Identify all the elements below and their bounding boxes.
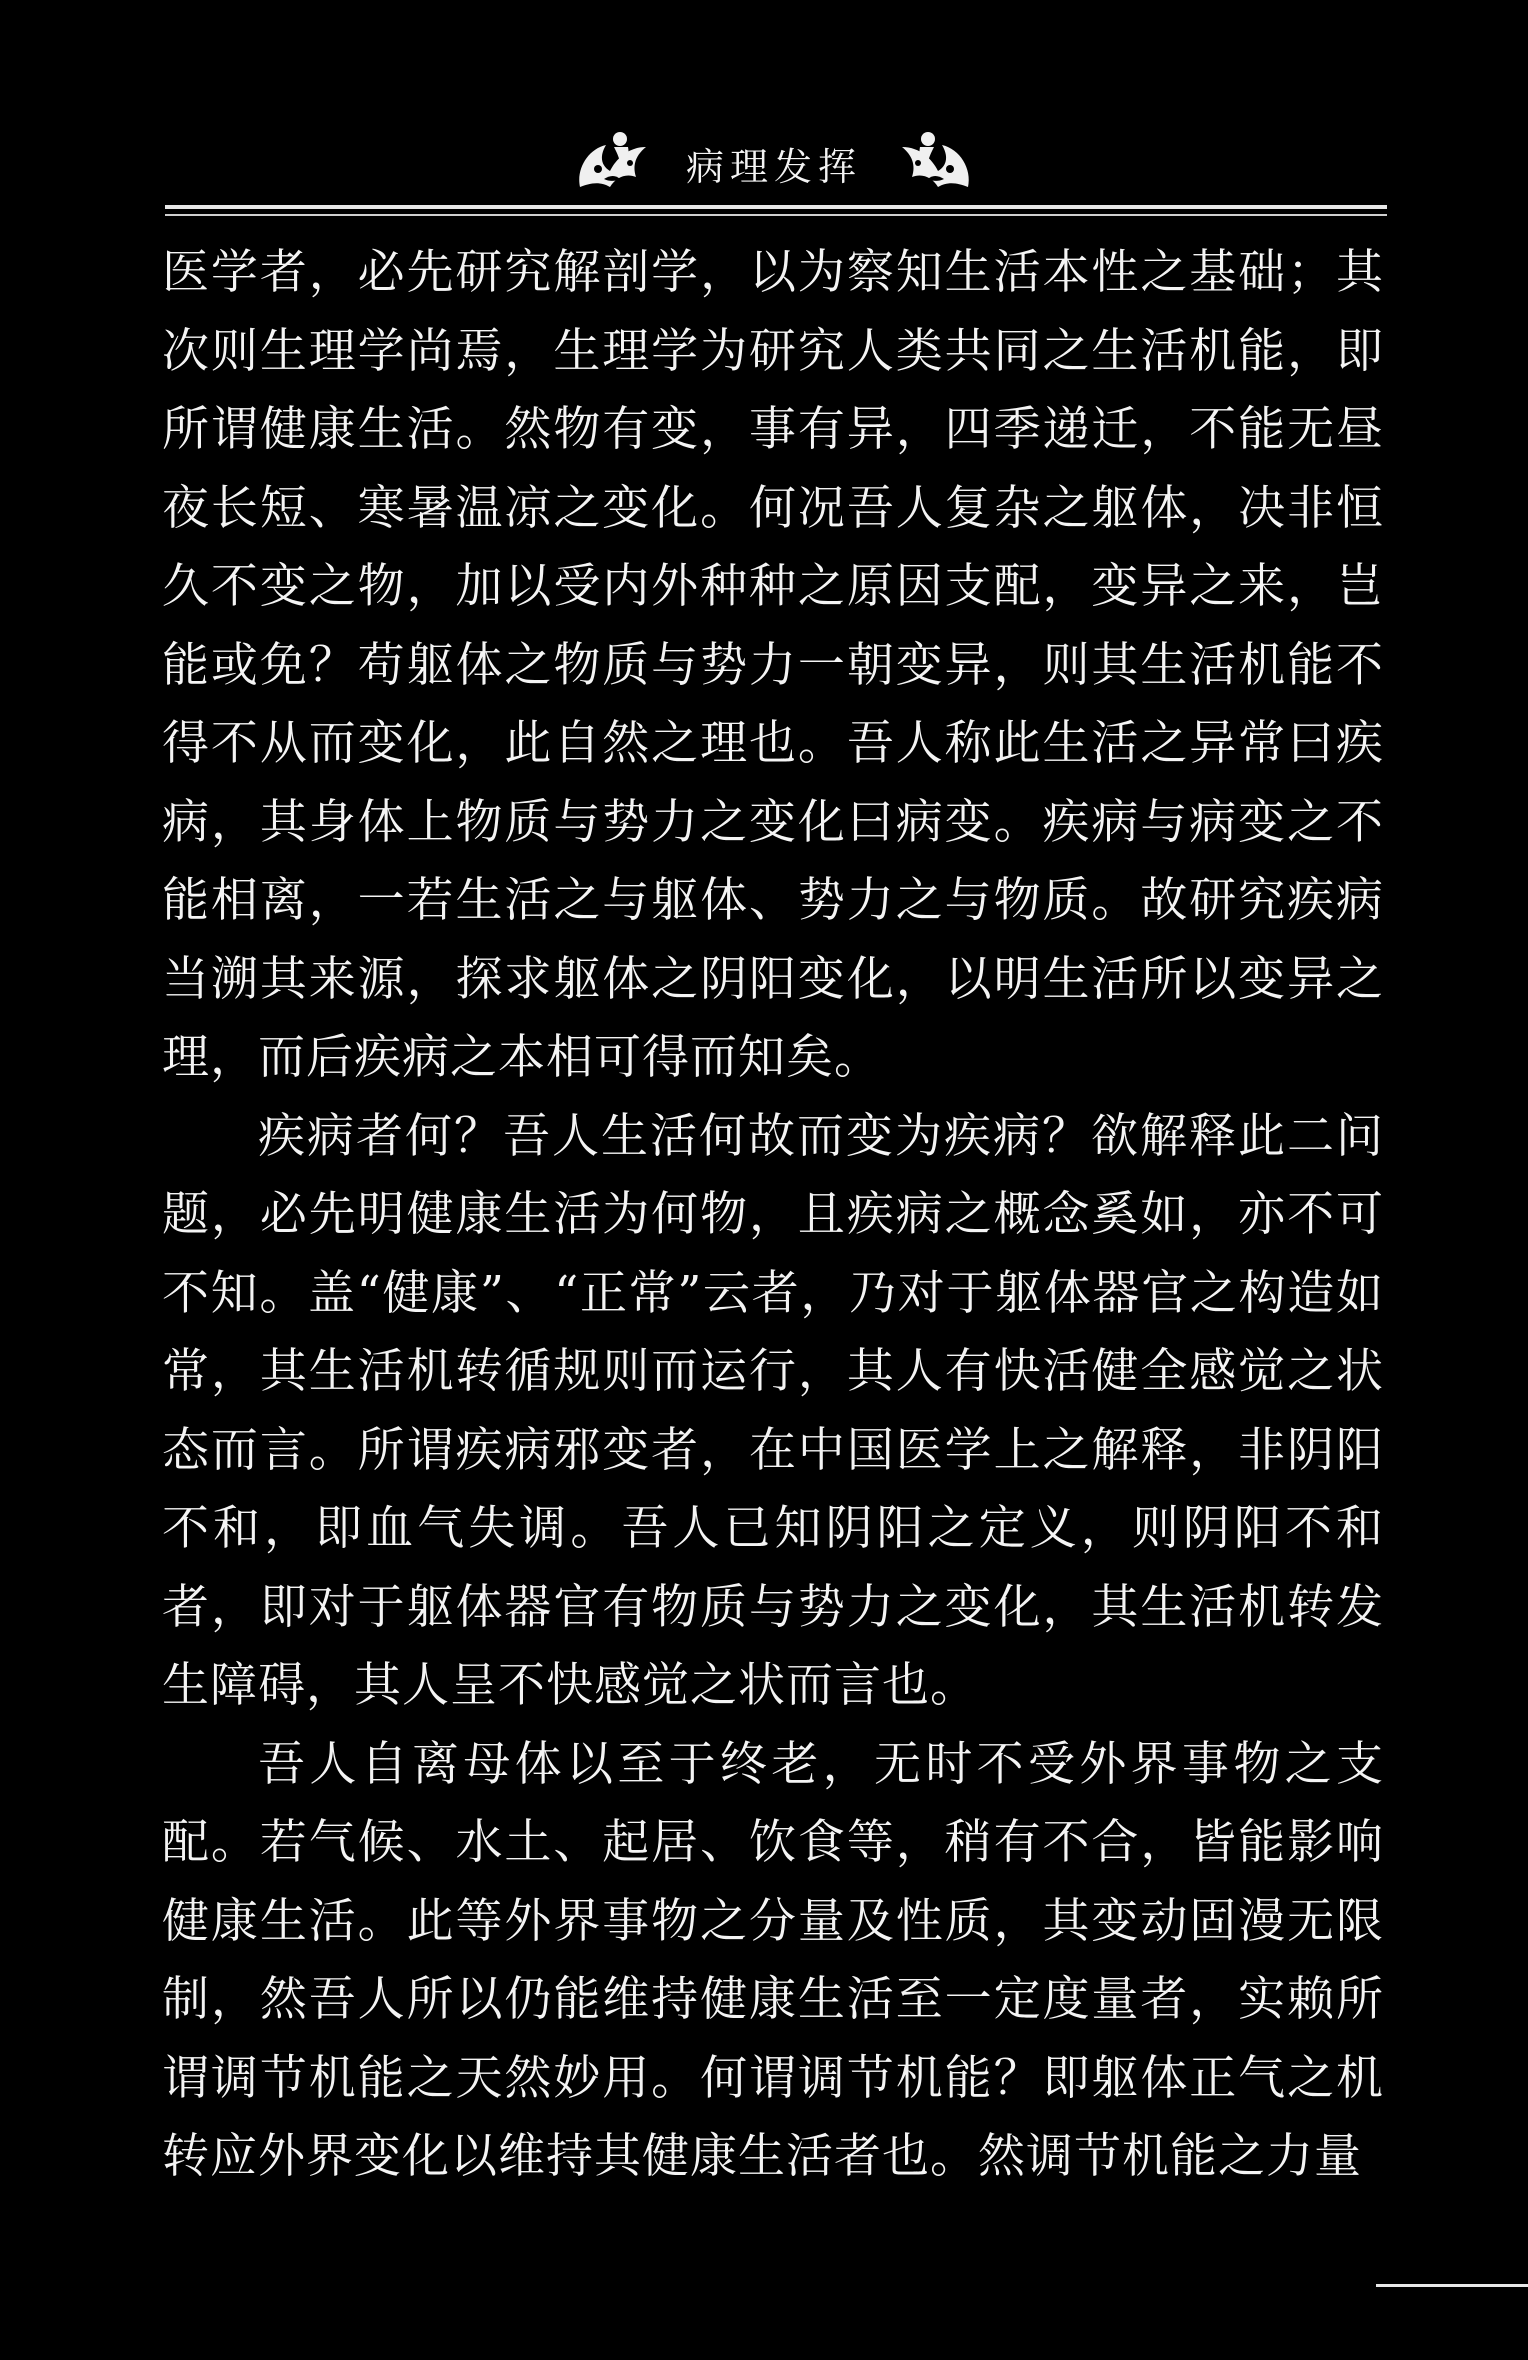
running-header — [160, 118, 1388, 208]
footer-rule — [1376, 2284, 1528, 2287]
running-header-title: 病理发挥 — [685, 144, 862, 189]
left-ornament-icon — [570, 125, 662, 201]
paragraph-text: 疾病者何？吾人生活何故而变为疾病？欲解释此二问题，必先明健康生活为何物，且疾病之概念奚如，亦不可不知。盖“健康”、“正常”云者，乃对于躯体器官之构造如常，其生活机转循规则而运行，其人有快活健全感觉之状态而言。所谓疾病邪变者，在中国医学上之解释，非阴阳不和，即血气失调。吾人已知阴阳之定义，则阴阳不和者，即对于躯体器官有物质与势力之变化，其生活机转发生障碍，其人呈不快感觉之状而言也。 — [162, 1108, 1384, 1713]
paragraph-text: 吾人自离母体以至于终老，无时不受外界事物之支配。若气候、水土、起居、饮食等，稍有不合，皆能影响健康生活。此等外界事物之分量及性质，其变动固漫无限制，然吾人所以仍能维持健康生活至一定度量者，实赖所谓调节机能之天然妙用。何谓调节机能？即躯体正气之机转应外界变化以维持其健康生活者也。然调节机能之力量 — [162, 1736, 1384, 2184]
paragraph-text: 医学者，必先研究解剖学，以为察知生活本性之基础；其次则生理学尚焉，生理学为研究人类共同之生活机能，即所谓健康生活。然物有变，事有异，四季递迁，不能无昼夜长短、寒暑温凉之变化。何况吾人复杂之躯体，决非恒久不变之物，加以受内外种种之原因支配，变异之来，岂能或免？苟躯体之物质与势力一朝变异，则其生活机能不得不从而变化，此自然之理也。吾人称此生活之异常曰疾病，其身体上物质与势力之变化曰病变。疾病与病变之不能相离，一若生活之与躯体、势力之与物质。故研究疾病当溯其来源，探求躯体之阴阳变化，以明生活所以变异之理，而后疾病之本相可得而知矣。 — [162, 245, 1384, 1085]
body-text — [162, 234, 1384, 2197]
header-rule-thick — [165, 205, 1387, 209]
paragraph-2 — [162, 1098, 1384, 1726]
header-rule-thin — [165, 214, 1387, 216]
paragraph-1 — [162, 234, 1384, 1098]
right-ornament-icon — [886, 125, 978, 201]
paragraph-3 — [162, 1726, 1384, 2197]
